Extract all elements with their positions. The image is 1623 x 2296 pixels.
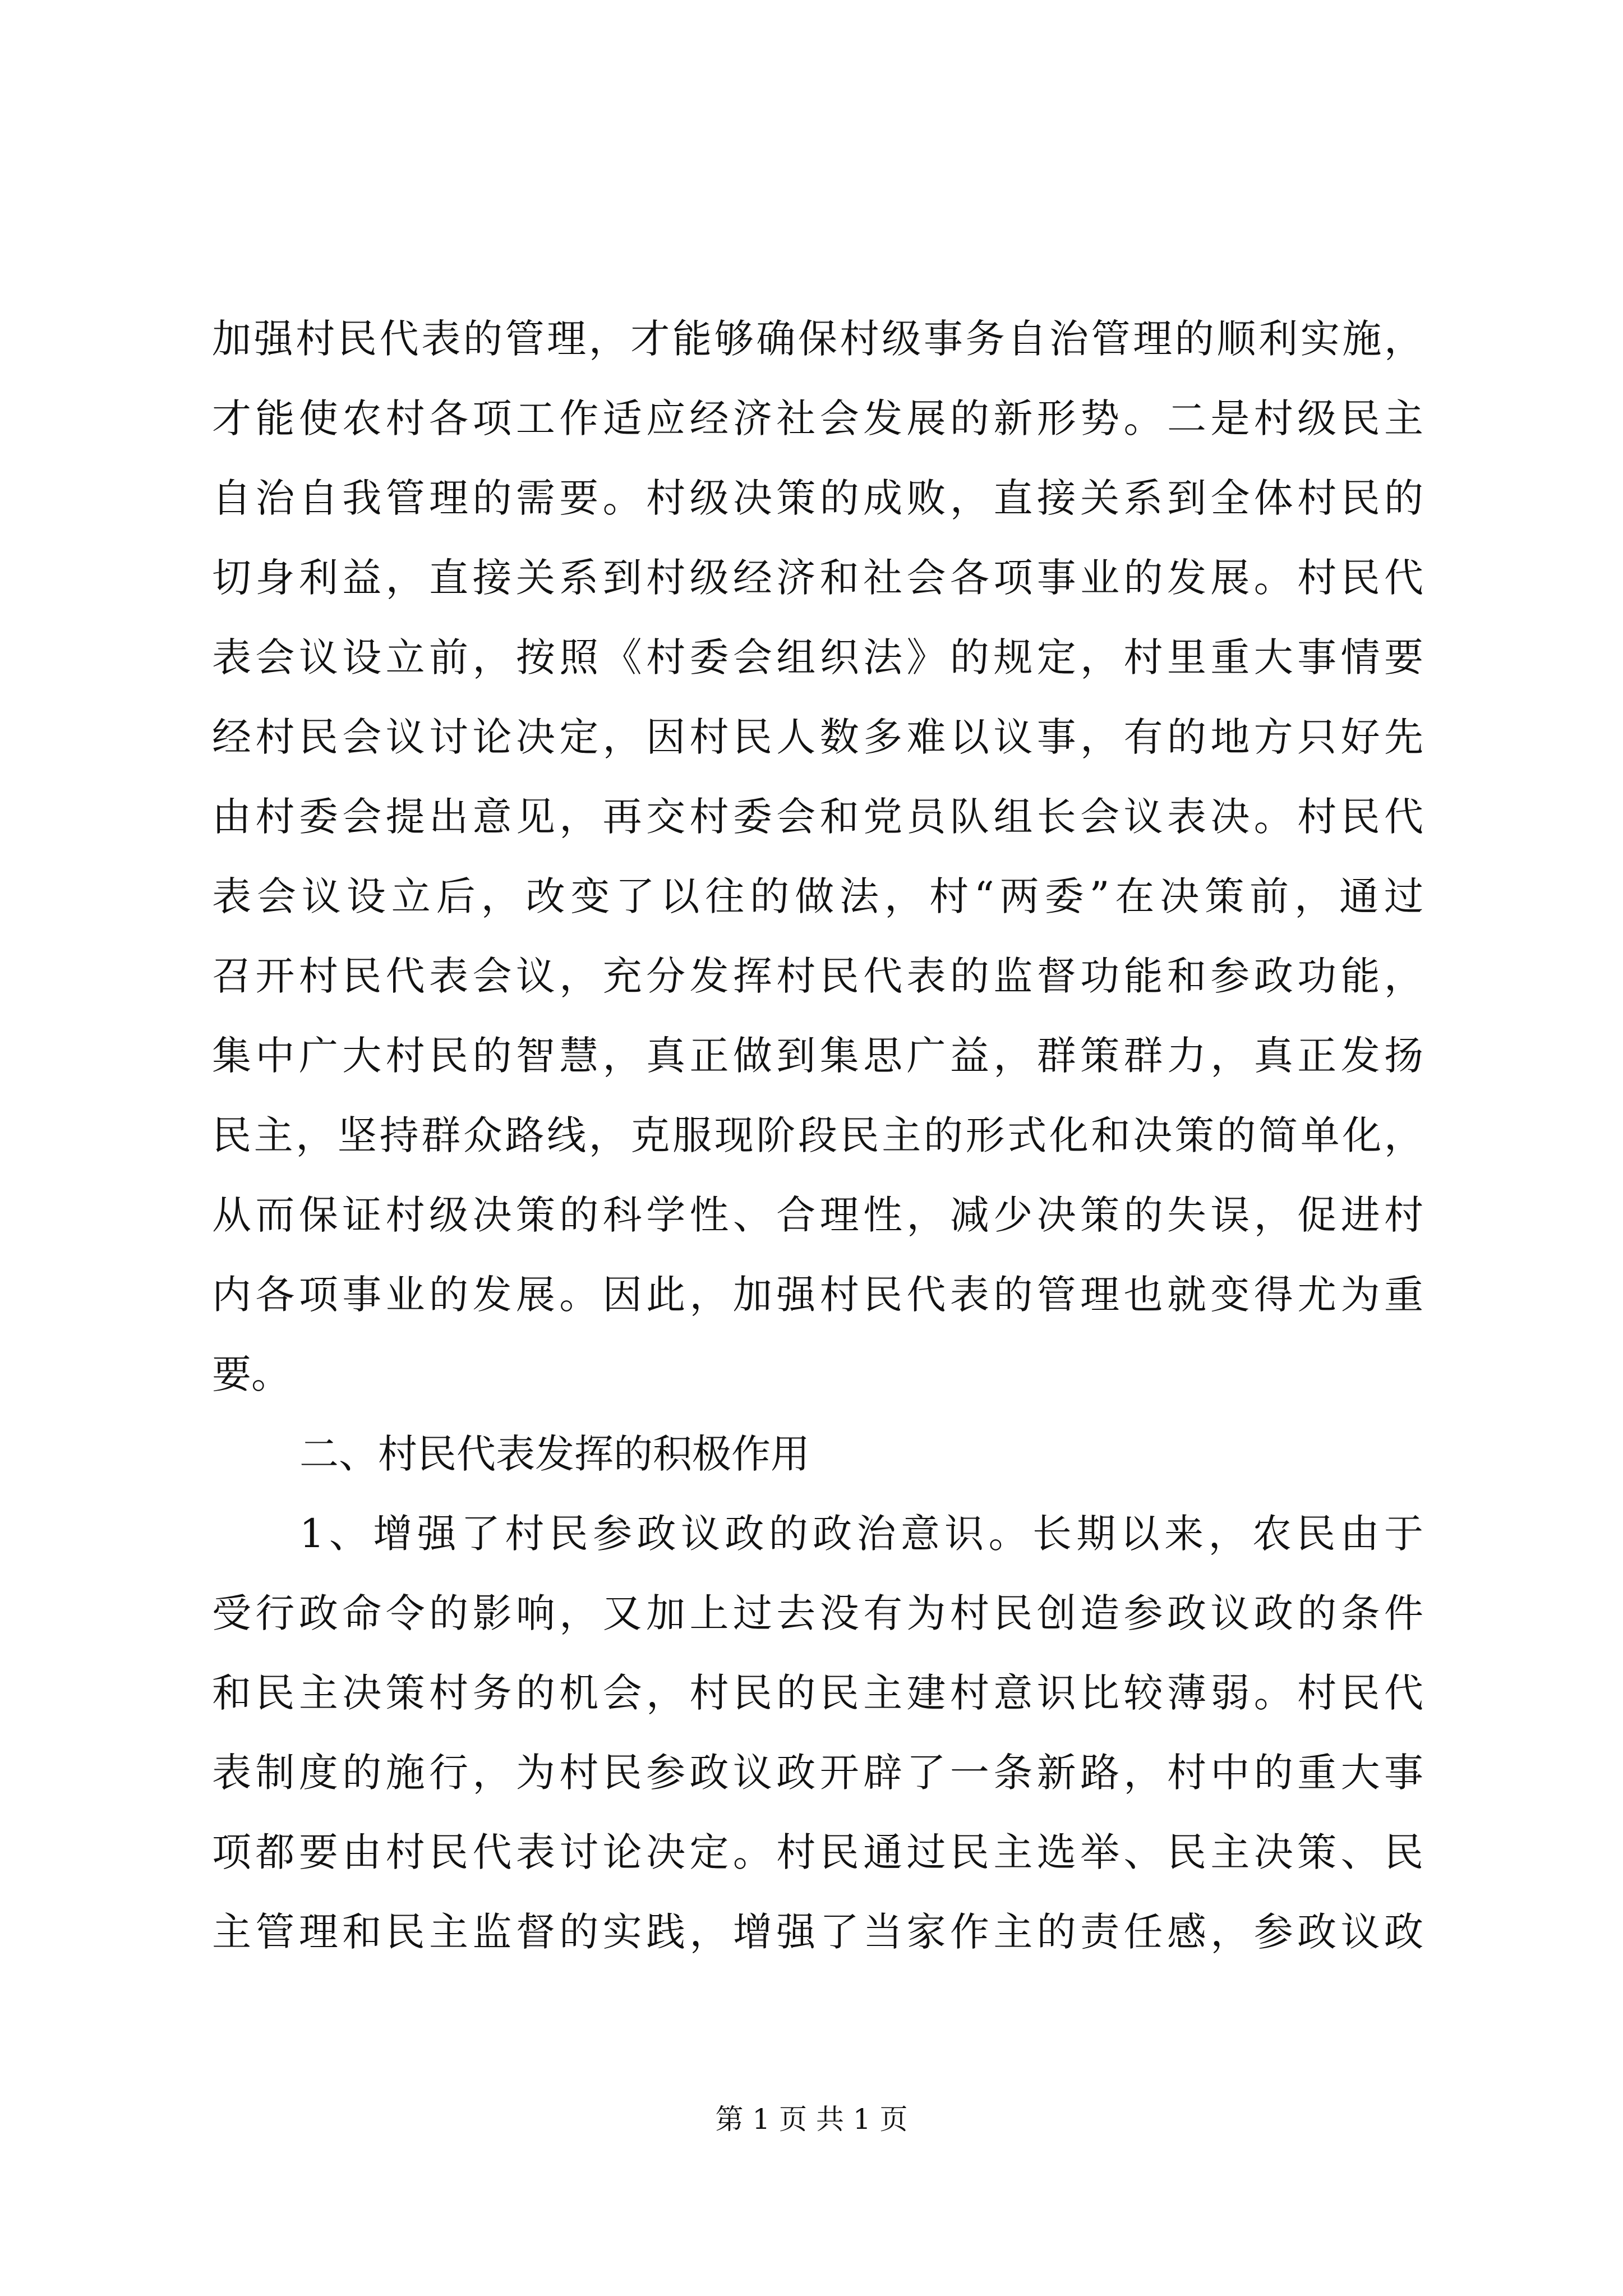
text-line: 切身利益，直接关系到村级经济和社会各项事业的发展。村民代 [212,555,1423,601]
text-line: 自治自我管理的需要。村级决策的成败，直接关系到全体村民的 [212,475,1423,521]
text-line: 从而保证村级决策的科学性、合理性，减少决策的失误，促进村 [212,1192,1423,1238]
text-line: 召开村民代表会议，充分发挥村民代表的监督功能和参政功能， [212,953,1423,999]
text-line: 受行政命令的影响，又加上过去没有为村民创造参政议政的条件 [212,1590,1423,1636]
text-line: 和民主决策村务的机会，村民的民主建村意识比较薄弱。村民代 [212,1670,1423,1716]
page-number-footer: 第 1 页 共 1 页 [715,2103,908,2136]
text-line: 主管理和民主监督的实践，增强了当家作主的责任感，参政议政 [212,1909,1423,1955]
text-line: 项都要由村民代表讨论决定。村民通过民主选举、民主决策、民 [212,1829,1423,1875]
document-body [212,299,1423,1972]
text-line: 表会议设立后，改变了以往的做法，村“两委”在决策前，通过 [212,873,1423,919]
text-line: 内各项事业的发展。因此，加强村民代表的管理也就变得尤为重 [212,1272,1423,1318]
text-line: 集中广大村民的智慧，真正做到集思广益，群策群力，真正发扬 [212,1033,1423,1079]
text-line: 民主，坚持群众路线，克服现阶段民主的形式化和决策的简单化， [212,1112,1423,1158]
text-line: 1、增强了村民参政议政的政治意识。长期以来，农民由于 [299,1511,1423,1557]
text-line: 表会议设立前，按照《村委会组织法》的规定，村里重大事情要 [212,634,1423,680]
text-line: 由村委会提出意见，再交村委会和党员队组长会议表决。村民代 [212,794,1423,840]
text-line: 表制度的施行，为村民参政议政开辟了一条新路，村中的重大事 [212,1750,1423,1796]
text-line: 要。 [212,1351,291,1397]
text-line: 加强村民代表的管理，才能够确保村级事务自治管理的顺利实施， [212,316,1423,362]
section-heading: 二、村民代表发挥的积极作用 [299,1431,810,1477]
text-line: 经村民会议讨论决定，因村民人数多难以议事，有的地方只好先 [212,714,1423,760]
text-line: 才能使农村各项工作适应经济社会发展的新形势。二是村级民主 [212,395,1423,441]
